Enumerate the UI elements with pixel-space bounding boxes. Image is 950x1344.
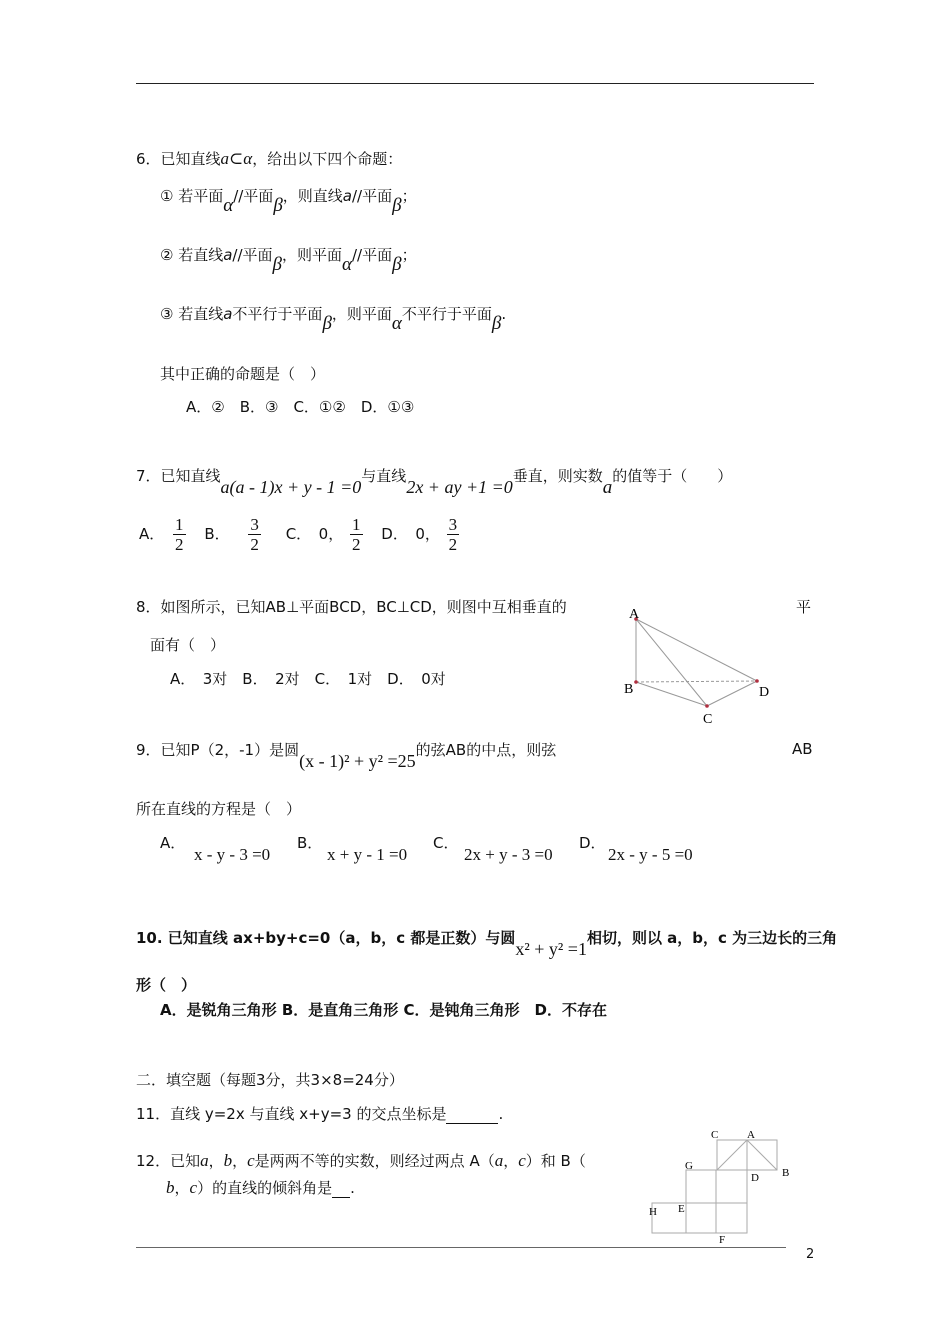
q10-stem-continued: 形（ ） <box>136 976 197 994</box>
q8-stem-tail: 平 <box>796 598 812 616</box>
q11-answer-blank[interactable] <box>446 1105 498 1124</box>
q12-stem-continued: b，c）的直线的倾斜角是 . <box>166 1178 355 1197</box>
q8-label-a: A <box>629 607 640 622</box>
q9-stem: 9．已知P（2，-1）是圆(x - 1)² + y² =25的弦AB的中点，则弦 <box>136 741 557 771</box>
q11-stem: 11．直线 y=2x 与直线 x+y=3 的交点坐标是 . <box>136 1105 504 1123</box>
q9-stem-continued: 所在直线的方程是（ ） <box>136 800 302 818</box>
q7-options: A． $\frac{1}{2}$ B． $\frac{3}{2}$ C． 0， $\frac{1}{2}$ D． 0， $\frac{3}{2}$ <box>139 515 458 554</box>
q8-options: A． 3对 B． 2对 C． 1对 D． 0对 <box>170 670 446 688</box>
q9-option-c-label: C． <box>433 834 459 852</box>
q7-fraction-c: $\frac{1}{2}$ <box>352 515 361 554</box>
q12-cube-net-figure <box>640 1125 800 1250</box>
q7-stem: 7．已知直线a(a - 1)x + y - 1 =0与直线2x + ay +1 =0垂直，则实数a的值等于（ ） <box>136 467 733 498</box>
q12-label-c: C <box>711 1129 719 1141</box>
q9-option-a-equation: x - y - 3 =0 <box>194 845 271 864</box>
q8-label-b: B <box>624 682 634 697</box>
q10-stem: 10. 已知直线 ax+by+c=0（a，b，c 都是正数）与圆x² + y² =1相切，则以 a，b，c 为三边长的三角 <box>136 929 838 959</box>
q9-stem-tail: AB <box>792 740 813 758</box>
q9-option-a-label: A． <box>160 834 186 852</box>
q7-fraction-d: $\frac{3}{2}$ <box>448 515 458 554</box>
header-rule <box>136 83 814 84</box>
q8-label-c: C <box>703 712 713 727</box>
q6-stem: 6．已知直线a⊂α，给出以下四个命题： <box>136 149 403 168</box>
q12-label-d: D <box>751 1172 759 1184</box>
q9-option-d-equation: 2x - y - 5 =0 <box>608 845 693 864</box>
q6-proposition-3: ③ 若直线a不平行于平面β，则平面α不平行于平面β. <box>160 305 507 334</box>
q6-proposition-2: ② 若直线a//平面β，则平面α//平面β； <box>160 246 417 275</box>
q7-fraction-a: $\frac{1}{2}$ <box>175 515 184 554</box>
q12-label-b: B <box>782 1167 790 1179</box>
q10-options: A．是锐角三角形 B．是直角三角形 C．是钝角三角形 D．不存在 <box>160 1001 607 1019</box>
section-2-heading: 二．填空题（每题3分，共3×8=24分） <box>136 1071 404 1089</box>
q8-stem: 8．如图所示，已知AB⊥平面BCD，BC⊥CD，则图中互相垂直的 <box>136 598 567 616</box>
q8-tetrahedron-figure <box>618 598 788 728</box>
q8-label-d: D <box>759 685 770 700</box>
q6-options: A．② B．③ C．①② D．①③ <box>186 398 415 416</box>
q6-question: 其中正确的命题是（ ） <box>160 365 326 383</box>
q9-option-d-label: D． <box>579 834 606 852</box>
q9-option-c-equation: 2x + y - 3 =0 <box>464 845 553 864</box>
q6-proposition-1: ① 若平面α//平面β，则直线a//平面β； <box>160 187 417 216</box>
q12-label-a: A <box>747 1129 755 1141</box>
q12-label-e: E <box>678 1203 685 1215</box>
q12-label-g: G <box>685 1160 693 1172</box>
q8-stem-continued: 面有（ ） <box>150 636 226 654</box>
q9-option-b-label: B． <box>297 834 323 852</box>
q12-answer-blank[interactable] <box>332 1179 350 1198</box>
page-number: 2 <box>806 1247 815 1262</box>
q12-stem: 12．已知a，b，c是两两不等的实数，则经过两点 A（a，c）和 B（ <box>136 1151 586 1170</box>
q12-label-h: H <box>649 1206 657 1218</box>
q7-fraction-b: $\frac{3}{2}$ <box>250 515 259 554</box>
q9-option-b-equation: x + y - 1 =0 <box>327 845 408 864</box>
q12-label-f: F <box>719 1234 726 1246</box>
footer-rule <box>136 1247 786 1248</box>
